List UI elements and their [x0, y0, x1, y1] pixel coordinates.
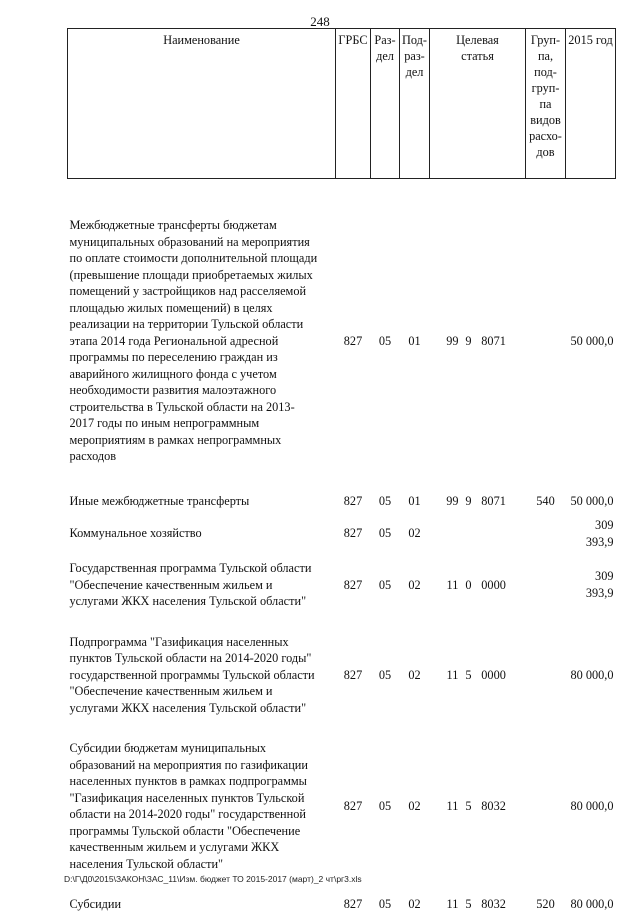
row-name: Субсидии — [69, 897, 122, 911]
row-razdel: 05 — [378, 577, 392, 592]
row-razdel: 05 — [378, 493, 392, 508]
header-name: Наименование — [68, 29, 336, 179]
row-grbs: 827 — [343, 897, 363, 911]
row-spacer — [68, 179, 616, 218]
header-podrazdel: Под- раз- дел — [400, 29, 430, 179]
row-name: Межбюджетные трансферты бюджетам муниципальных образований на мероприятия по оплате стоимости дополнительной площади (превышение площади приобретаемых жилых помещений у застройщиков над расселяемой площадью жилых помещений) в целях реализации на территории Тульской области этапа 2014 года Региональной адресной программы по переселению граждан из аварийного жилищного фонда с учетом необходимости развития малоэтажного строительства в Тульской области на 2013- 2017 годы по иным непрограммным мероприятиям в рамках непрограммных расходов — [69, 218, 318, 463]
row-celevaya-statya: 11 5 8032 — [446, 798, 506, 813]
table-row — [68, 517, 616, 550]
row-podrazdel: 02 — [408, 798, 421, 813]
row-amount: 80 000,0 — [570, 798, 614, 813]
row-podrazdel: 02 — [408, 577, 421, 592]
table-row — [68, 634, 616, 717]
row-grbs: 827 — [343, 526, 363, 541]
row-celevaya-statya: 11 0 0000 — [446, 577, 506, 592]
row-vid: 520 — [536, 897, 555, 911]
header-gruppa-vidov-rashodov: Груп- па, под- груп- па видов расхо- дов — [526, 29, 566, 179]
table-row — [68, 896, 616, 913]
row-podrazdel: 02 — [408, 667, 421, 682]
row-grbs: 827 — [343, 493, 363, 508]
row-razdel: 05 — [378, 897, 392, 911]
row-podrazdel: 01 — [408, 333, 421, 348]
row-celevaya-statya: 99 9 8071 — [446, 333, 506, 348]
row-razdel: 05 — [378, 798, 392, 813]
header-grbs: ГРБС — [336, 29, 371, 179]
row-name: Государственная программа Тульской области "Обеспечение качественным жильем и услугами ЖКХ населения Тульской области" — [69, 561, 312, 608]
row-celevaya-statya — [430, 517, 526, 550]
budget-table — [67, 28, 616, 913]
header-year-2015: 2015 год — [566, 29, 616, 179]
row-celevaya-statya: 11 5 8032 — [446, 897, 506, 911]
row-celevaya-statya: 99 9 8071 — [446, 493, 506, 508]
table-row — [68, 493, 616, 510]
row-grbs: 827 — [343, 333, 363, 348]
row-grbs: 827 — [343, 577, 363, 592]
page-number: 248 — [310, 14, 330, 29]
file-path-footer: D:\Г\Д0\2015\ЗАКОН\ЗАС_11\Изм. бюджет ТО 2015-2017 (март)_2 чт\рг3.xls — [64, 874, 362, 884]
row-razdel: 05 — [378, 333, 392, 348]
row-amount: 50 000,0 — [570, 493, 614, 508]
row-name: Иные межбюджетные трансферты — [69, 493, 250, 508]
row-vid — [526, 560, 566, 610]
row-amount: 80 000,0 — [570, 897, 614, 911]
row-vid — [526, 517, 566, 550]
table-row — [68, 740, 616, 872]
table-header-row — [68, 29, 616, 179]
row-podrazdel: 01 — [408, 493, 421, 508]
row-podrazdel: 02 — [408, 897, 421, 911]
row-vid — [526, 740, 566, 872]
row-razdel: 05 — [378, 667, 392, 682]
row-vid: 540 — [536, 493, 555, 508]
row-vid — [526, 634, 566, 717]
row-name: Подпрограмма "Газификация населенных пунктов Тульской области на 2014-2020 годы" государственной программы Тульской области "Обеспечение качественным жильем и услугами ЖКХ населения Тульской области" — [69, 634, 315, 715]
row-grbs: 827 — [343, 667, 363, 682]
table-row — [68, 217, 616, 465]
row-name: Коммунальное хозяйство — [69, 526, 202, 541]
row-amount: 309 393,9 — [585, 569, 614, 600]
row-razdel: 05 — [378, 526, 392, 541]
row-amount: 50 000,0 — [570, 333, 614, 348]
row-podrazdel: 02 — [408, 526, 421, 541]
row-amount: 80 000,0 — [570, 667, 614, 682]
row-vid — [526, 217, 566, 465]
row-amount: 309 393,9 — [585, 518, 614, 549]
header-razdel: Раз- дел — [371, 29, 400, 179]
row-name: Субсидии бюджетам муниципальных образований на мероприятия по газификации населенных пунктов в рамках подпрограммы "Газификация населенных пунктов Тульской области на 2014-2020 годы" государственной программы Тульской области "Обеспечение качественным жильем и услугами ЖКХ населения Тульской области" — [69, 741, 308, 871]
row-celevaya-statya: 11 5 0000 — [446, 667, 506, 682]
header-celevaya-statya: Целевая статья — [430, 29, 526, 179]
table-row — [68, 560, 616, 610]
row-grbs: 827 — [343, 798, 363, 813]
